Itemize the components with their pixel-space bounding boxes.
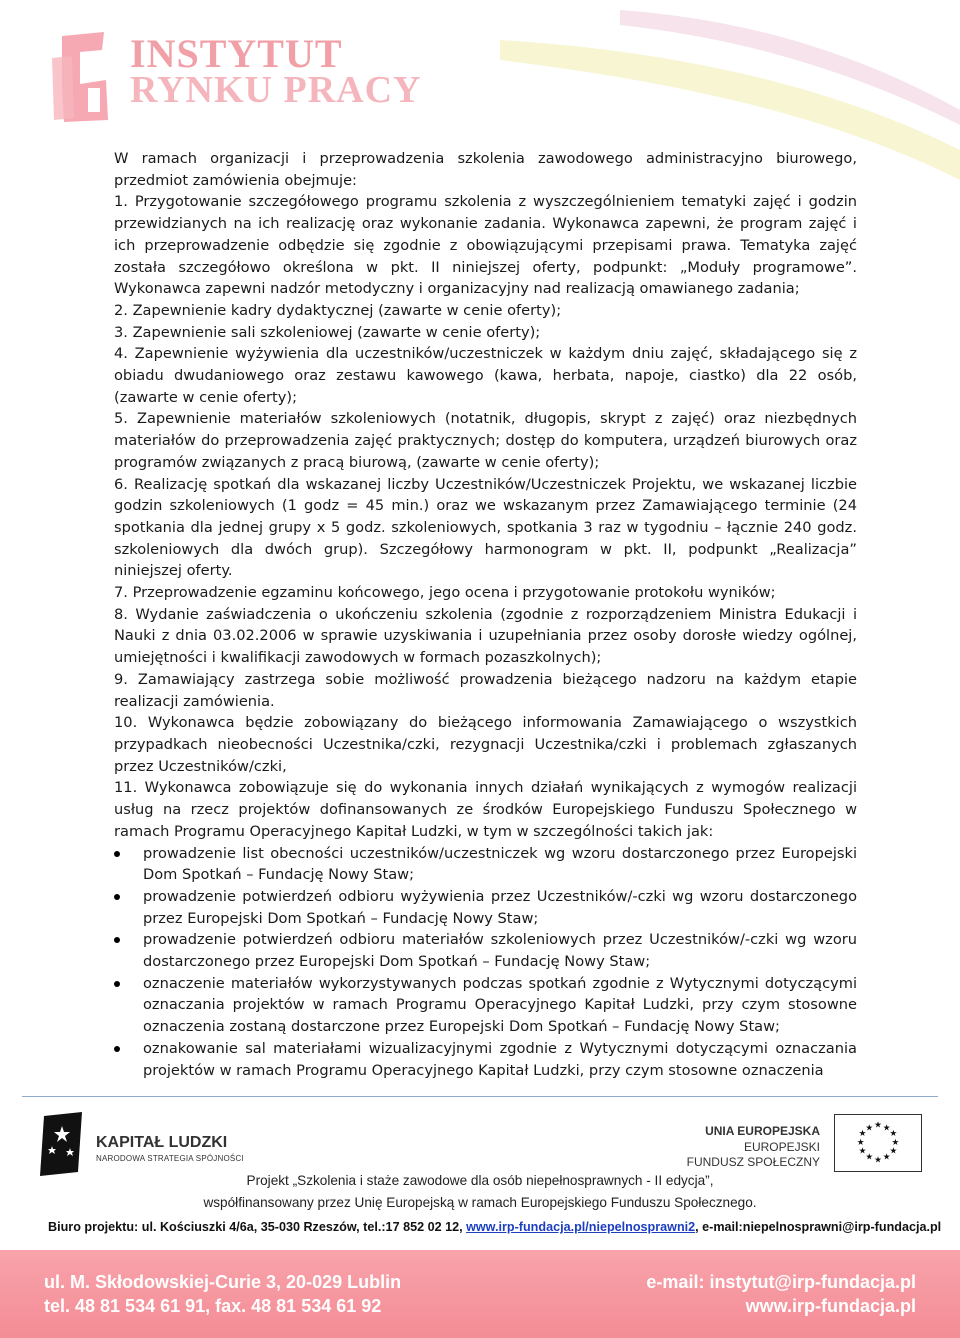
footer-contact-band (0, 1250, 960, 1338)
project-funding-line: współfinansowany przez Unię Europejską w ramach Europejskiego Funduszu Społecznego. (203, 1195, 757, 1210)
logo-text-line2: RYNKU PRACY (130, 69, 422, 111)
project-website-link[interactable]: www.irp-fundacja.pl/niepelnosprawni2 (466, 1220, 696, 1234)
bullet-dot-icon (114, 1046, 120, 1052)
svg-text:★: ★ (882, 1152, 891, 1163)
bullet-dot-icon (114, 851, 120, 857)
project-office-info (48, 1220, 941, 1234)
eu-text-line2: EUROPEJSKI (743, 1140, 820, 1154)
bullet-item (114, 843, 857, 886)
project-email: , e-mail:niepelnosprawni@irp-fundacja.pl (695, 1220, 942, 1234)
bullet-dot-icon (114, 981, 120, 987)
list-item: 4. Zapewnienie wyżywienia dla uczestników/uczestniczek w każdym dniu zajęć, składającego się z obiadu dwudaniowego oraz zestawu kawowego (kawa, herbata, napoje, ciastko) dla 22 osób, (zawarte w cenie oferty); (114, 345, 857, 406)
institute-phone: tel. 48 81 534 61 91, fax. 48 81 534 61 92 (44, 1296, 382, 1316)
bullet-text: oznaczenie materiałów wykorzystywanych podczas spotkań zgodnie z Wytycznymi dotyczącymi oznaczania projektów w ramach Programu Operacyjnego Kapitał Ludzki, przy czym stosowne oznaczenia zostaną dostarczone przez Europejski Dom Spotkań – Fundację Nowy Staw; (143, 974, 857, 1036)
list-item: 11. Wykonawca zobowiązuje się do wykonania innych działań wynikających z wymogów realizacji usług na rzecz projektów dofinansowanych ze środków Europejskiego Funduszu Społecznego w ramach Programu Operacyjnego Kapitał Ludzki, w tym w szczególności takich jak: (114, 779, 857, 840)
intro-paragraph: W ramach organizacji i przeprowadzenia szkolenia zawodowego administracyjno biurowego, przedmiot zamówienia obejmuje: (114, 150, 857, 189)
bullet-dot-icon (114, 937, 120, 943)
logo-text-line1: INSTYTUT (130, 31, 343, 76)
svg-text:★: ★ (891, 1137, 900, 1148)
instytut-logo (44, 28, 422, 128)
list-item: 6. Realizację spotkań dla wskazanej liczby Uczestników/Uczestniczek Projektu, we wskazanej liczbie godzin szkoleniowych (1 godz = 45 min.) oraz we wskazanym przez Zamawiającego terminie (24 spotkania dla jednej grupy x 5 godz. szkoleniowych, spotkania 3 raz w tygodniu – łącznie 240 godz. szkoleniowych dla dwóch grup). Szczegółowy harmonogram w pkt. II, podpunkt „Realizacja” niniejszej oferty. (114, 475, 857, 580)
eu-text-line3: FUNDUSZ SPOŁECZNY (686, 1155, 820, 1169)
svg-text:★: ★ (856, 1137, 865, 1148)
logo-mark-icon (44, 28, 134, 123)
list-item: 1. Przygotowanie szczegółowego programu szkolenia z wyszczególnieniem tematyki zajęć i godzin przewidzianych na ich realizację oraz wykonanie zadania. Wykonawca zapewni, że program zajęć i ich przeprowadzenie odbędzie się zgodnie z obowiązującymi przepisami prawa. Tematyka zajęć została szczegółowo określona w pkt. II niniejszej oferty, podpunkt: „Moduły programowe”. Wykonawca zapewni nadzór metodyczny i organizacyjny nad realizacją omawianego zadania; (114, 193, 857, 298)
svg-text:★: ★ (874, 1155, 882, 1166)
bullet-text: prowadzenie potwierdzeń odbioru wyżywienia przez Uczestników/-czki wg wzoru dostarczonego przez Europejski Dom Spotkań – Fundację Nowy Staw; (143, 887, 857, 927)
svg-text:★: ★ (858, 1146, 867, 1157)
bullet-item (114, 973, 857, 1038)
institute-email: e-mail: instytut@irp-fundacja.pl (646, 1272, 916, 1292)
svg-text:★: ★ (865, 1123, 874, 1134)
list-item: 3. Zapewnienie sali szkoleniowej (zawarte w cenie oferty); (114, 323, 541, 341)
list-item: 5. Zapewnienie materiałów szkoleniowych (notatnik, długopis, skrypt z zajęć) oraz niezbędnych materiałów do przeprowadzenia zajęć praktycznych; dostęp do komputera, urządzeń biurowych oraz programów związanych z pracą biurową, (zawarte w cenie oferty); (114, 410, 857, 471)
bullet-text: prowadzenie list obecności uczestników/uczestniczek wg wzoru dostarczonego przez Europejski Dom Spotkań – Fundację Nowy Staw; (143, 844, 857, 884)
bullet-list (114, 843, 857, 1082)
kapital-ludzki-logo (38, 1112, 258, 1176)
eu-logo (686, 1114, 922, 1176)
bullet-item (114, 886, 857, 929)
eu-flag-icon (834, 1114, 922, 1172)
document-body (114, 148, 857, 1081)
kapital-ludzki-title: KAPITAŁ LUDZKI (96, 1134, 228, 1151)
bullet-item (114, 1038, 857, 1081)
footer-divider (22, 1096, 938, 1097)
list-item: 2. Zapewnienie kadry dydaktycznej (zawarte w cenie oferty); (114, 301, 562, 319)
svg-text:★: ★ (865, 1152, 874, 1163)
eu-text-line1: UNIA EUROPEJSKA (705, 1124, 820, 1138)
list-item: 10. Wykonawca będzie zobowiązany do bieżącego informowania Zamawiającego o wszystkich przypadkach nieobecności Uczestnika/czki, rezygnacji Uczestnika/czki i problemach zgłaszanych przez Uczestników/czki, (114, 714, 857, 775)
bullet-item (114, 929, 857, 972)
svg-text:★: ★ (889, 1146, 898, 1157)
bullet-dot-icon (114, 894, 120, 900)
project-title-line: Projekt „Szkolenia i staże zawodowe dla osób niepełnosprawnych - II edycja”, (246, 1173, 714, 1188)
project-office-address: Biuro projektu: ul. Kościuszki 4/6a, 35-030 Rzeszów, tel.:17 852 02 12, (48, 1220, 467, 1234)
kapital-ludzki-subtitle: NARODOWA STRATEGIA SPÓJNOŚCI (96, 1154, 244, 1163)
svg-text:★: ★ (874, 1120, 882, 1131)
kapital-ludzki-emblem-icon (38, 1112, 86, 1176)
bullet-text: oznakowanie sal materiałami wizualizacyjnymi zgodnie z Wytycznymi dotyczącymi oznaczania projektów w ramach Programu Operacyjnego Kapitał Ludzki, przy czym stosowne oznaczenia (143, 1039, 857, 1079)
institute-website: www.irp-fundacja.pl (745, 1296, 916, 1316)
list-item: 8. Wydanie zaświadczenia o ukończeniu szkolenia (zgodnie z rozporządzeniem Ministra Edukacji i Nauki z dnia 03.02.2006 w sprawie uzyskiwania i uzupełniania przez osoby dorosłe wiedzy ogólnej, umiejętności i kwalifikacji zawodowych w formach pozaszkolnych); (114, 605, 857, 667)
list-item: 7. Przeprowadzenie egzaminu końcowego, jego ocena i przygotowanie protokołu wyników; (114, 584, 776, 602)
svg-text:★: ★ (858, 1129, 867, 1140)
svg-text:★: ★ (889, 1129, 898, 1140)
svg-text:★: ★ (882, 1123, 891, 1134)
bullet-text: prowadzenie potwierdzeń odbioru materiałów szkoleniowych przez Uczestników/-czki wg wzoru dostarczonego przez Europejski Dom Spotkań – Fundację Nowy Staw; (143, 931, 857, 971)
list-item: 9. Zamawiający zastrzega sobie możliwość prowadzenia bieżącego nadzoru na każdym etapie realizacji zamówienia. (114, 670, 857, 710)
institute-address: ul. M. Skłodowskiej-Curie 3, 20-029 Lublin (44, 1272, 402, 1292)
